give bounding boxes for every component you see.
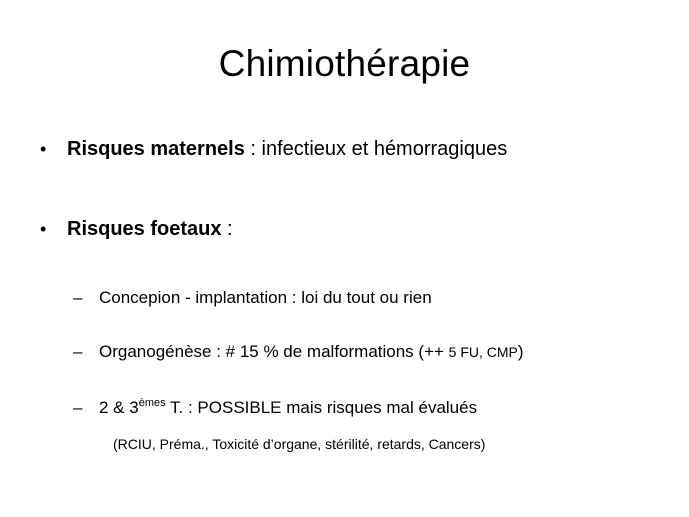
subitem-organogenesis <box>73 340 524 364</box>
note-text: (RCIU, Préma., Toxicité d’organe, stérilité, retards, Cancers) <box>113 436 486 452</box>
bullet-bold-text: Risques foetaux <box>67 218 222 240</box>
subitem-marker: – <box>73 342 83 361</box>
bullet-text: : <box>221 218 233 240</box>
subitem-marker: – <box>73 288 83 307</box>
subitem-superscript: èmes <box>138 397 166 409</box>
subitem-conception <box>73 286 432 310</box>
bullet-maternal-risks <box>40 136 507 162</box>
bullet-text: : infectieux et hémorragiques <box>244 138 508 160</box>
subitem-text: T. : POSSIBLE mais risques mal évalués <box>165 398 478 417</box>
bullet-fetal-risks <box>40 216 233 242</box>
subitem-end-text: ) <box>517 342 524 361</box>
bullet-marker: • <box>40 219 47 239</box>
subitem-prefix: 2 & 3 <box>99 398 139 417</box>
bullet-marker: • <box>40 139 47 159</box>
slide-title: Chimiothérapie <box>218 43 471 84</box>
bullet-bold-text: Risques maternels <box>67 138 245 160</box>
subitem-text: Concepion - implantation : loi du tout ou rien <box>99 288 432 307</box>
subitem-trimesters <box>73 396 477 422</box>
subitem-text: Organogénèse : # 15 % de malformations (++ <box>99 342 449 361</box>
subitem-marker: – <box>73 398 83 417</box>
subitem-small-text: 5 FU, CMP <box>448 344 518 360</box>
